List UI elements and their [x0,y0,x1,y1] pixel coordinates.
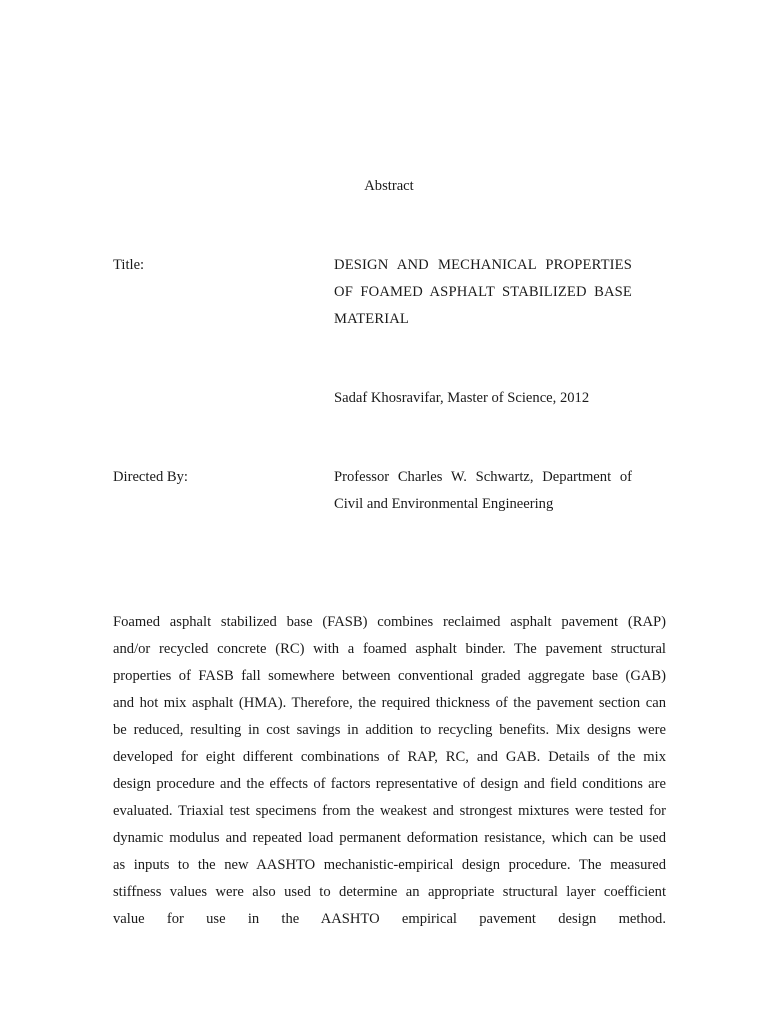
thesis-title-line: OF FOAMED ASPHALT STABILIZED BASE [334,284,632,300]
director-line: Civil and Environmental Engineering [334,496,554,512]
abstract-line: stiffness values were also used to determine an appropriate structural layer coefficient [113,884,666,900]
directed-by-label: Directed By: [113,469,188,485]
title-label: Title: [113,257,145,273]
thesis-title-line: MATERIAL [334,311,409,327]
abstract-line: and hot mix asphalt (HMA). Therefore, the required thickness of the pavement section can [113,695,666,711]
thesis-title-line: DESIGN AND MECHANICAL PROPERTIES [334,257,632,273]
abstract-line: and/or recycled concrete (RC) with a foamed asphalt binder. The pavement structural [113,641,666,657]
abstract-line: developed for eight different combinations of RAP, RC, and GAB. Details of the mix [113,749,666,765]
abstract-line: design procedure and the effects of factors representative of design and field conditions are [113,776,666,792]
abstract-heading: Abstract [364,178,414,194]
author-line: Sadaf Khosravifar, Master of Science, 2012 [334,390,590,406]
thesis-title [334,252,632,333]
abstract-line: properties of FASB fall somewhere between conventional graded aggregate base (GAB) [113,668,666,684]
abstract-line: as inputs to the new AASHTO mechanistic-empirical design procedure. The measured [113,857,666,873]
abstract-body [113,609,666,933]
director-line: Professor Charles W. Schwartz, Department of [334,469,632,485]
abstract-line: evaluated. Triaxial test specimens from the weakest and strongest mixtures were tested for [113,803,666,819]
abstract-line: dynamic modulus and repeated load permanent deformation resistance, which can be used [113,830,666,846]
abstract-line: be reduced, resulting in cost savings in addition to recycling benefits. Mix designs were [113,722,666,738]
director-info [334,464,632,518]
abstract-line: value for use in the AASHTO empirical pavement design method. [113,911,666,927]
abstract-line: Foamed asphalt stabilized base (FASB) combines reclaimed asphalt pavement (RAP) [113,614,666,630]
